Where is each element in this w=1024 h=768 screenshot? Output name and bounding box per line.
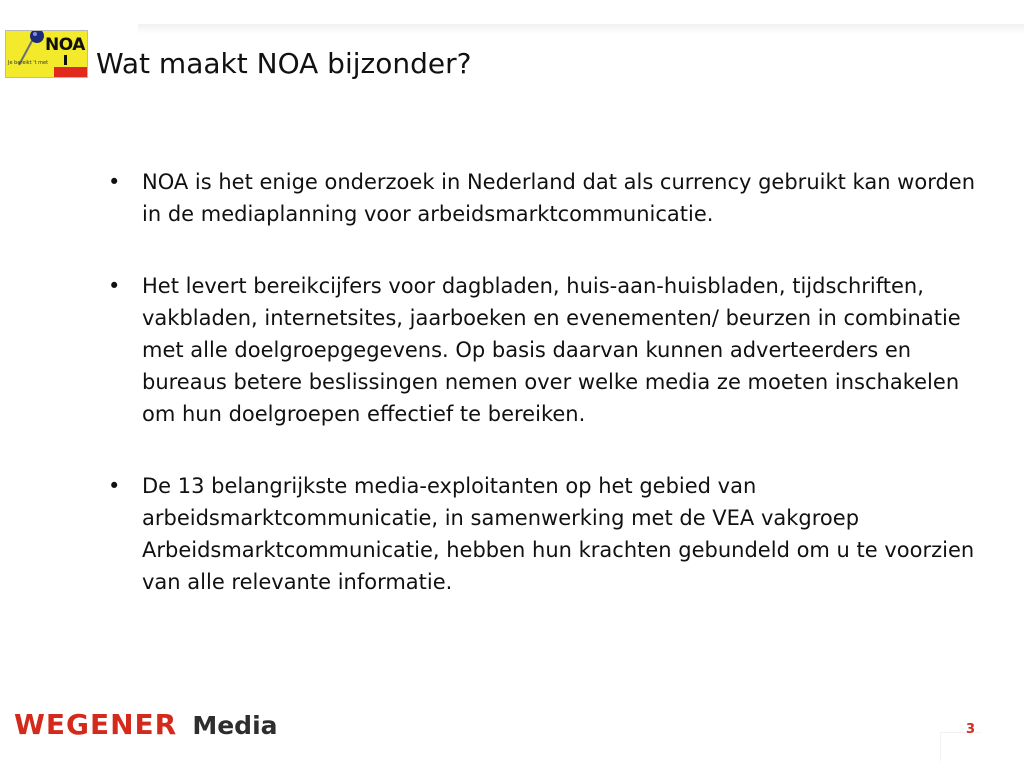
bullet-list xyxy=(108,166,980,638)
header-band xyxy=(138,24,1024,34)
bullet-item xyxy=(108,270,980,430)
bullet-marker: • xyxy=(108,274,121,298)
footer-brand: WEGENER xyxy=(14,708,178,741)
page-number: 3 xyxy=(966,722,976,737)
footer-brand-suffix: Media xyxy=(192,711,278,740)
bullet-item xyxy=(108,470,980,598)
wegener-media-logo xyxy=(14,708,278,741)
slide-title: Wat maakt NOA bijzonder? xyxy=(96,47,472,80)
bullet-text: NOA is het enige onderzoek in Nederland dat als currency gebruikt kan worden in de mediaplanning voor arbeidsmarktcommunicatie. xyxy=(142,170,976,226)
bullet-item xyxy=(108,166,980,230)
logo-tagline: Je bereikt 't met xyxy=(8,60,49,66)
logo-accent-bar xyxy=(54,67,88,77)
bullet-text: Het levert bereikcijfers voor dagbladen, huis-aan-huisbladen, tijdschriften, vakbladen, internetsites, jaarboeken en evenementen/ beurzen in combinatie met alle doelgroepgegevens. Op basis daarvan kunnen adverteerders en bureaus betere beslissingen nemen over welke media ze moeten inschakelen om hun doelgroepen effectief te bereiken. xyxy=(142,274,961,426)
bullet-marker: • xyxy=(108,170,121,194)
bullet-text: De 13 belangrijkste media-exploitanten op het gebied van arbeidsmarktcommunicatie, in samenwerking met de VEA vakgroep Arbeidsmarktcommunicatie, hebben hun krachten gebundeld om u te voorzien van alle relevante informatie. xyxy=(142,474,975,594)
noa-logo xyxy=(5,30,88,78)
bullet-marker: • xyxy=(108,474,121,498)
logo-wordmark: NOA xyxy=(45,35,85,55)
logo-underbar xyxy=(64,55,67,65)
